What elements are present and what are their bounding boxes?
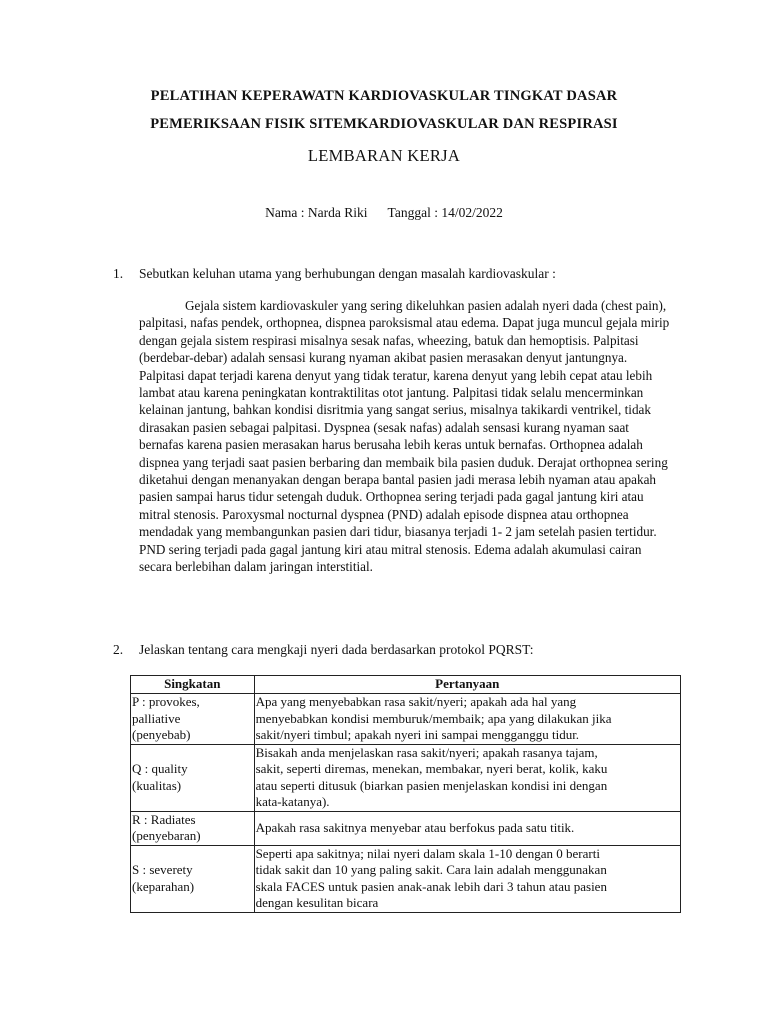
abbreviation-line: Q : quality	[132, 761, 188, 776]
question-line: menyebabkan kondisi memburuk/membaik; apa yang dilakukan jika	[255, 710, 612, 726]
question-1-text: Sebutkan keluhan utama yang berhubungan dengan masalah kardiovaskular :	[139, 266, 556, 281]
question-cell	[254, 694, 680, 745]
question-line: atau seperti ditusuk (biarkan pasien menjelaskan kondisi ini dengan	[255, 777, 608, 793]
table-row	[131, 845, 681, 912]
name-field: Nama : Narda Riki	[265, 205, 368, 220]
pqrst-table	[130, 675, 681, 913]
question-2-text: Jelaskan tentang cara mengkaji nyeri dada berdasarkan protokol PQRST:	[139, 642, 534, 657]
table-row	[131, 744, 681, 811]
abbreviation-cell	[131, 845, 255, 912]
question-2	[113, 642, 533, 658]
question-1	[113, 266, 556, 282]
question-1-answer: Gejala sistem kardiovaskuler yang sering dikeluhkan pasien adalah nyeri dada (chest pain), palpitasi, nafas pendek, orthopnea, dispnea paroksismal atau edema. Dapat juga muncul gejala mirip dengan gejala sistem respirasi misalnya sesak nafas, wheezing, batuk dan hemoptisis. Palpitasi (berdebar-debar) adalah sensasi kurang nyaman akibat pasien merasakan denyut jantungnya. Palpitasi dapat terjadi karena denyut yang tidak teratur, karena denyut yang lebih cepat atau lebih lambat atau karena peningkatan kontraktilitas otot jantung. Palpitasi tidak selalu mencerminkan kelainan jantung, bahkan kondisi disritmia yang sangat serius, misalnya takikardi ventrikel, tidak dirasakan pasien sebagai palpitasi. Dyspnea (sesak nafas) adalah sensasi kurang nyaman saat bernafas karena pasien merasakan harus berusaha lebih keras untuk bernafas. Orthopnea adalah dispnea yang terjadi saat pasien berbaring dan membaik bila pasien duduk. Derajat orthopnea sering diketahui dengan menanyakan dengan berapa bantal pasien jadi merasa lebih nyaman atau apakah pasien sampai harus tidur setengah duduk. Orthopnea sering terjadi pada gagal jantung kiri atau mitral stenosis. Paroxysmal nocturnal dyspnea (PND) adalah episode dispnea atau orthopnea mendadak yang membangunkan pasien dari tidur, biasanya terjadi 1- 2 jam setelah pasien tertidur. PND sering terjadi pada gagal jantung kiri atau mitral stenosis. Edema adalah akumulasi cairan secara berlebihan dalam jaringan interstitial.	[139, 298, 670, 575]
abbreviation-line: (kualitas)	[132, 777, 182, 793]
question-2-number: 2.	[113, 642, 124, 657]
abbreviation-line: R : Radiates	[132, 811, 196, 827]
question-line: kata-katanya).	[255, 794, 330, 809]
question-cell	[254, 845, 680, 912]
question-cell	[254, 744, 680, 811]
question-line: Seperti apa sakitnya; nilai nyeri dalam skala 1-10 dengan 0 berarti	[255, 845, 600, 861]
abbreviation-line: (penyebaran)	[132, 828, 201, 843]
question-line: Apakah rasa sakitnya menyebar atau berfokus pada satu titik.	[255, 819, 575, 835]
abbreviation-cell	[131, 694, 255, 745]
table-header-singkatan: Singkatan	[131, 676, 255, 694]
header-title-3: LEMBARAN KERJA	[307, 146, 461, 165]
meta-line	[0, 205, 768, 221]
abbreviation-line: P : provokes,	[132, 694, 200, 709]
question-line: sakit, seperti diremas, menekan, membakar, nyeri berat, kolik, kaku	[255, 761, 608, 776]
header-title-1: PELATIHAN KEPERAWATN KARDIOVASKULAR TINGKAT DASAR	[150, 88, 618, 104]
abbreviation-line: (keparahan)	[132, 878, 195, 894]
question-line: dengan kesulitan bicara	[255, 895, 379, 910]
abbreviation-line: palliative	[132, 710, 181, 726]
question-cell	[254, 811, 680, 845]
table-header-row	[131, 676, 681, 694]
question-line: Bisakah anda menjelaskan rasa sakit/nyeri; apakah rasanya tajam,	[255, 744, 598, 760]
question-line: Apa yang menyebabkan rasa sakit/nyeri; apakah ada hal yang	[255, 694, 577, 709]
table-row	[131, 694, 681, 745]
question-1-number: 1.	[113, 266, 124, 281]
abbreviation-cell	[131, 744, 255, 811]
table-body	[131, 694, 681, 913]
abbreviation-line: (penyebab)	[132, 727, 191, 742]
table-row	[131, 811, 681, 845]
abbreviation-line: S : severety	[132, 862, 193, 877]
question-line: skala FACES untuk pasien anak-anak lebih dari 3 tahun atau pasien	[255, 878, 607, 894]
question-line: tidak sakit dan 10 yang paling sakit. Cara lain adalah menggunakan	[255, 862, 607, 877]
header-title-2: PEMERIKSAAN FISIK SITEMKARDIOVASKULAR DAN RESPIRASI	[150, 116, 618, 132]
date-field: Tanggal : 14/02/2022	[387, 205, 503, 220]
question-line: sakit/nyeri timbul; apakah nyeri ini sampai mengganggu tidur.	[255, 727, 580, 742]
table-header-pertanyaan: Pertanyaan	[254, 676, 680, 694]
abbreviation-cell	[131, 811, 255, 845]
